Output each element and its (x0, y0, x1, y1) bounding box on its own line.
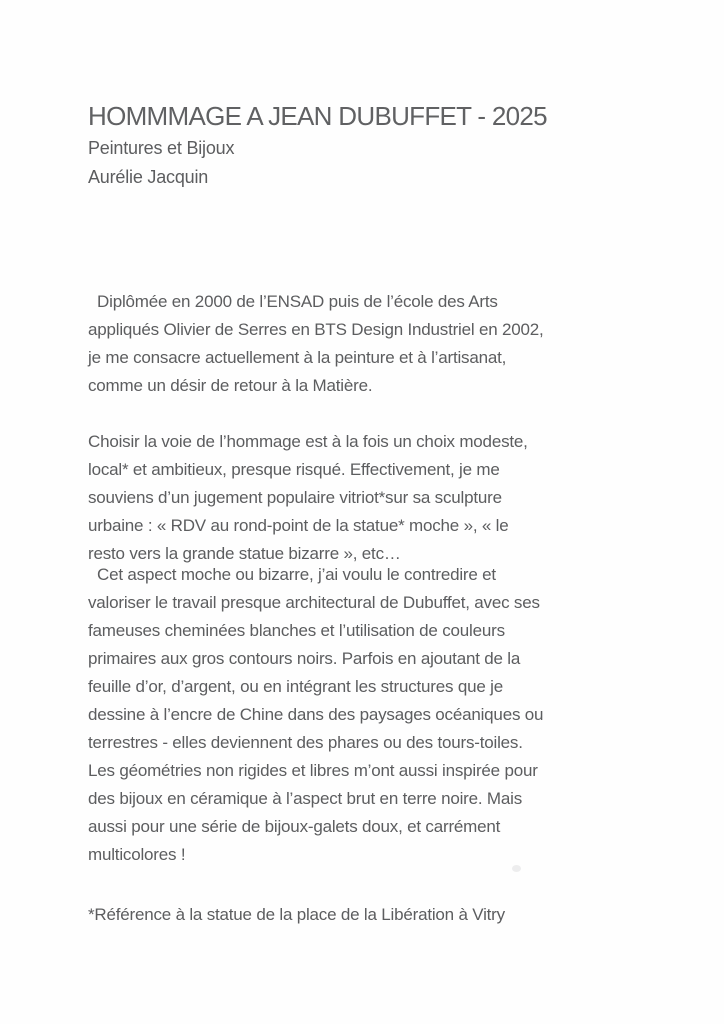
paragraph-biography (88, 288, 544, 400)
text-line: souviens d’un jugement populaire vitriot*sur sa sculpture (88, 488, 502, 507)
author-name: Aurélie Jacquin (88, 167, 209, 187)
text-line: urbaine : « RDV au rond-point de la statue* moche », « le (88, 516, 509, 535)
paragraph-artistic-approach (88, 561, 543, 869)
document-title: HOMMMAGE A JEAN DUBUFFET - 2025 (88, 101, 547, 131)
text-line: Cet aspect moche ou bizarre, j’ai voulu le contredire et (88, 565, 496, 584)
document-subtitle: Peintures et Bijoux (88, 138, 235, 158)
text-line: des bijoux en céramique à l’aspect brut en terre noire. Mais (88, 789, 523, 808)
text-line: Les géométries non rigides et libres m’ont aussi inspirée pour (88, 761, 538, 780)
text-line: primaires aux gros contours noirs. Parfois en ajoutant de la (88, 649, 521, 668)
text-line: feuille d’or, d’argent, ou en intégrant les structures que je (88, 677, 503, 696)
paragraph-hommage-choice (88, 428, 528, 568)
footnote-reference: *Référence à la statue de la place de la Libération à Vitry (88, 905, 505, 924)
text-line: Diplômée en 2000 de l’ENSAD puis de l’école des Arts (88, 292, 498, 311)
text-line: appliqués Olivier de Serres en BTS Design Industriel en 2002, (88, 320, 544, 339)
scan-artifact (512, 865, 521, 872)
text-line: fameuses cheminées blanches et l’utilisation de couleurs (88, 621, 505, 640)
text-line: comme un désir de retour à la Matière. (88, 376, 373, 395)
text-line: multicolores ! (88, 845, 186, 864)
text-line: Choisir la voie de l’hommage est à la fois un choix modeste, (88, 432, 528, 451)
text-line: aussi pour une série de bijoux-galets doux, et carrément (88, 817, 501, 836)
text-line: local* et ambitieux, presque risqué. Effectivement, je me (88, 460, 500, 479)
text-line: terrestres - elles deviennent des phares ou des tours-toiles. (88, 733, 523, 752)
text-line: resto vers la grande statue bizarre », etc… (88, 544, 401, 563)
text-line: valoriser le travail presque architectural de Dubuffet, avec ses (88, 593, 540, 612)
text-line: dessine à l’encre de Chine dans des paysages océaniques ou (88, 705, 544, 724)
text-line: je me consacre actuellement à la peinture et à l’artisanat, (88, 348, 507, 367)
